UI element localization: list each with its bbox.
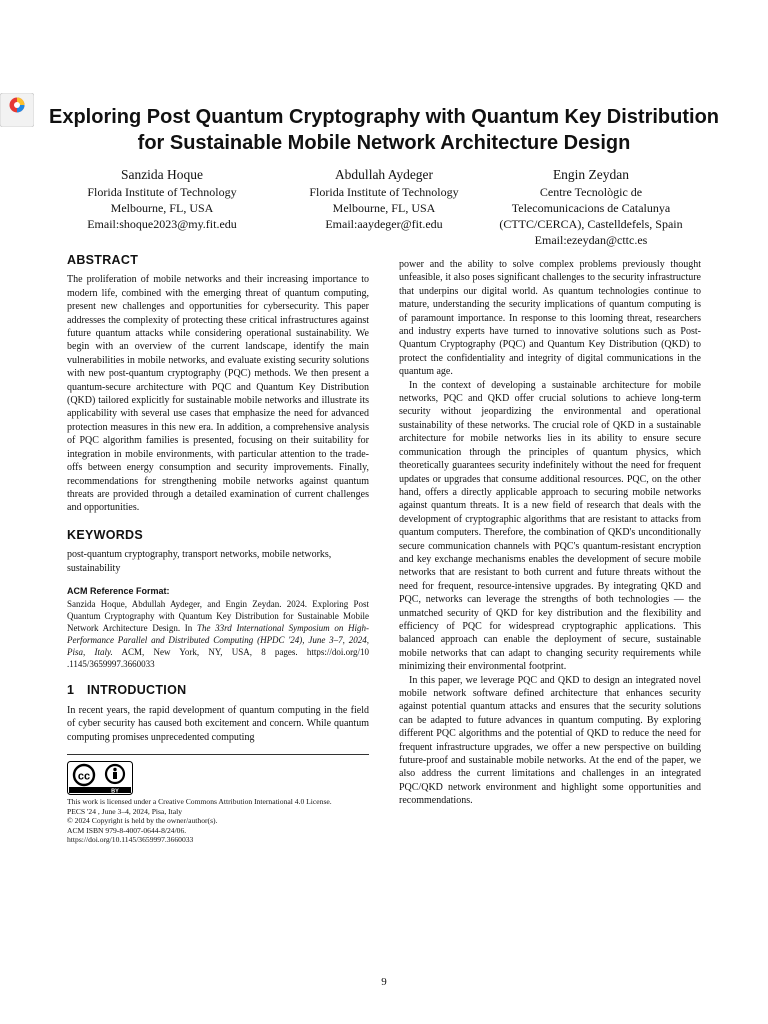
cc-by-license-icon[interactable] xyxy=(67,761,133,795)
acm-reference-authors: Sanzida Hoque, Abdullah Aydeger, and Engin Zeydan. 2024. Exploring Post Quantum Cryptography with Quantum Key Distribution for Sustainable Mobile Network Architecture Design. In xyxy=(67,599,369,634)
author-block-2 xyxy=(284,166,484,232)
right-column xyxy=(399,258,701,808)
license-line: This work is licensed under a Creative Commons Attribution International 4.0 License. xyxy=(67,796,332,806)
author-affiliation: Florida Institute of Technology xyxy=(87,185,237,199)
author-name: Abdullah Aydeger xyxy=(334,167,434,182)
author-name: Sanzida Hoque xyxy=(120,167,204,182)
body-paragraph: power and the ability to solve complex problems previously thought unfeasible, it also poses significant challenges to the security infrastructure that underpins our digital world. As quantum technologies continue to mature, understanding the security implications of quantum computing is of paramount importance. In response to this looming threat, researchers and industry experts have turned to innovative solutions such as Post-Quantum Cryptography (PQC) and Quantum Key Distribution (QKD) to protect the confidentiality and integrity of digital communications in the quantum age. xyxy=(399,259,701,378)
by-label: BY xyxy=(111,788,119,795)
author-affiliation: Centre Tecnològic de xyxy=(539,185,643,199)
acm-reference-publisher: ACM, New York, NY, USA, 8 pages. https://doi.org/10 .1145/3659997.3660033 xyxy=(67,647,369,670)
footer-divider xyxy=(67,754,369,755)
section-number: 1 xyxy=(67,683,75,698)
author-location: (CTTC/CERCA), Castelldefels, Spain xyxy=(499,217,683,231)
keywords-heading: KEYWORDS xyxy=(67,527,144,542)
check-for-updates-icon xyxy=(0,93,34,127)
paper-title: Exploring Post Quantum Cryptography with Quantum Key Distribution for Sustainable Mobile Network Architecture Design xyxy=(48,106,720,154)
author-location: Melbourne, FL, USA xyxy=(332,201,436,215)
conference-line: PECS '24 , June 3–4, 2024, Pisa, Italy xyxy=(67,806,183,816)
author-name: Engin Zeydan xyxy=(552,167,630,182)
author-affiliation: Telecomunicacions de Catalunya xyxy=(511,201,671,215)
isbn-line: ACM ISBN 979-8-4007-0644-8/24/06. xyxy=(67,825,187,835)
section-title: INTRODUCTION xyxy=(87,683,187,698)
page-number: 9 xyxy=(381,976,387,988)
license-notice xyxy=(67,797,369,845)
left-column xyxy=(67,254,369,845)
author-location: Melbourne, FL, USA xyxy=(110,201,214,215)
author-email: Email:ezeydan@cttc.es xyxy=(534,233,648,247)
author-affiliation: Florida Institute of Technology xyxy=(309,185,459,199)
author-email: Email:aaydeger@fit.edu xyxy=(325,217,443,231)
check-for-updates-badge[interactable] xyxy=(0,93,34,127)
abstract-heading: ABSTRACT xyxy=(67,253,139,267)
cc-symbol-text: cc xyxy=(77,770,91,783)
body-paragraph: In this paper, we leverage PQC and QKD to design an integrated novel mobile network software defined architecture that enhances security against potential quantum attacks and ensures that the security solutions can be adapted to future advances in quantum computing. By exploring different PQC algorithms and the potential of QKD to reduce the need for frequent infrastructure upgrades, we offer a new perspective on building future-proof and sustainable mobile networks. At the end of the paper, we also address the current limitations and challenges in an integrated PQC/QKD network environment and highlight some opportunities and recommendations. xyxy=(399,674,701,807)
body-paragraph: In the context of developing a sustainable architecture for mobile networks, PQC and QKD offer crucial solutions to achieve long-term security without jeopardizing the environmental and operational sustainability of these networks. The crucial role of QKD in a sustainable architecture for mobile networks lies in its ability to ensure secure communication through the principles of quantum physics, which theoretically guarantees security indefinitely without the need for frequent updates or upgrades that consume additional resources. PQC, on the other hand, offers a directly applicable approach to securing mobile networks against quantum threats. It is a new field of research that deals with the development of cryptographic algorithms that are resistant to attacks from quantum computers. Therefore, the combination of QKD's unconditionally secure communication channels with PQC's quantum-resistant encryption and key exchange mechanisms enables the development of secure mobile networks that are resistant to both current and future threats without the need for frequent, resource-intensive upgrades. By integrating QKD and PQC, networks can leverage the strengths of both technologies — the unmatched security of QKD for key distribution and the flexibility and efficiency of PQC for widespread cryptographic applications. This balanced approach can enable the deployment of secure, sustainable mobile networks that can adapt to changing security requirements while minimizing their environmental footprint. xyxy=(399,379,701,673)
author-block-1 xyxy=(62,166,262,232)
acm-reference-heading: ACM Reference Format: xyxy=(67,585,170,596)
acm-reference-venue: The 33rd International Symposium on High-Performance Parallel and Distributed Computing (HPDC '24), June 3–7, 2024, Pisa, Italy. xyxy=(67,623,369,658)
acm-reference-text xyxy=(67,598,369,670)
keywords-text: post-quantum cryptography, transport networks, mobile networks, sustainability xyxy=(67,549,332,574)
introduction-text: In recent years, the rapid development of quantum computing in the field of cyber security has caused both excitement and concern. While quantum computing promises unprecedented computing xyxy=(67,704,369,743)
abstract-text: The proliferation of mobile networks and their increasing importance to modern life, combined with the emerging threat of quantum computing, present new challenges and opportunities for cybersecurity. This paper addresses the complexity of protecting these critical infrastructures against future quantum attacks while considering operational sustainability. We begin with an overview of the current landscape, identify the main vulnerabilities in mobile networks, and evaluate existing security solutions with new post-quantum cryptography (PQC) methods. We then present a quantum-secure architecture with PQC and Quantum Key Distribution (QKD) tailored explicitly for sustainable mobile networks and illustrate its applicability with several use cases that emphasize the need for advanced protection measures in this new era. In addition, a comprehensive analysis of PQC algorithm families is presented, focusing on their suitability for integration in mobile environments, with particular attention to the trade-offs between energy consumption and security improvements. Finally, recommendations for strengthening mobile networks against quantum threats are provided through a detailed examination of current challenges and opportunities. xyxy=(67,274,369,514)
copyright-line: © 2024 Copyright is held by the owner/author(s). xyxy=(67,816,218,826)
author-email: Email:shoque2023@my.fit.edu xyxy=(87,217,237,231)
doi-link[interactable]: https://doi.org/10.1145/3659997.3660033 xyxy=(67,835,194,845)
cc-by-icon xyxy=(67,761,133,795)
author-block-3 xyxy=(486,166,696,248)
section-heading-introduction xyxy=(67,684,369,697)
